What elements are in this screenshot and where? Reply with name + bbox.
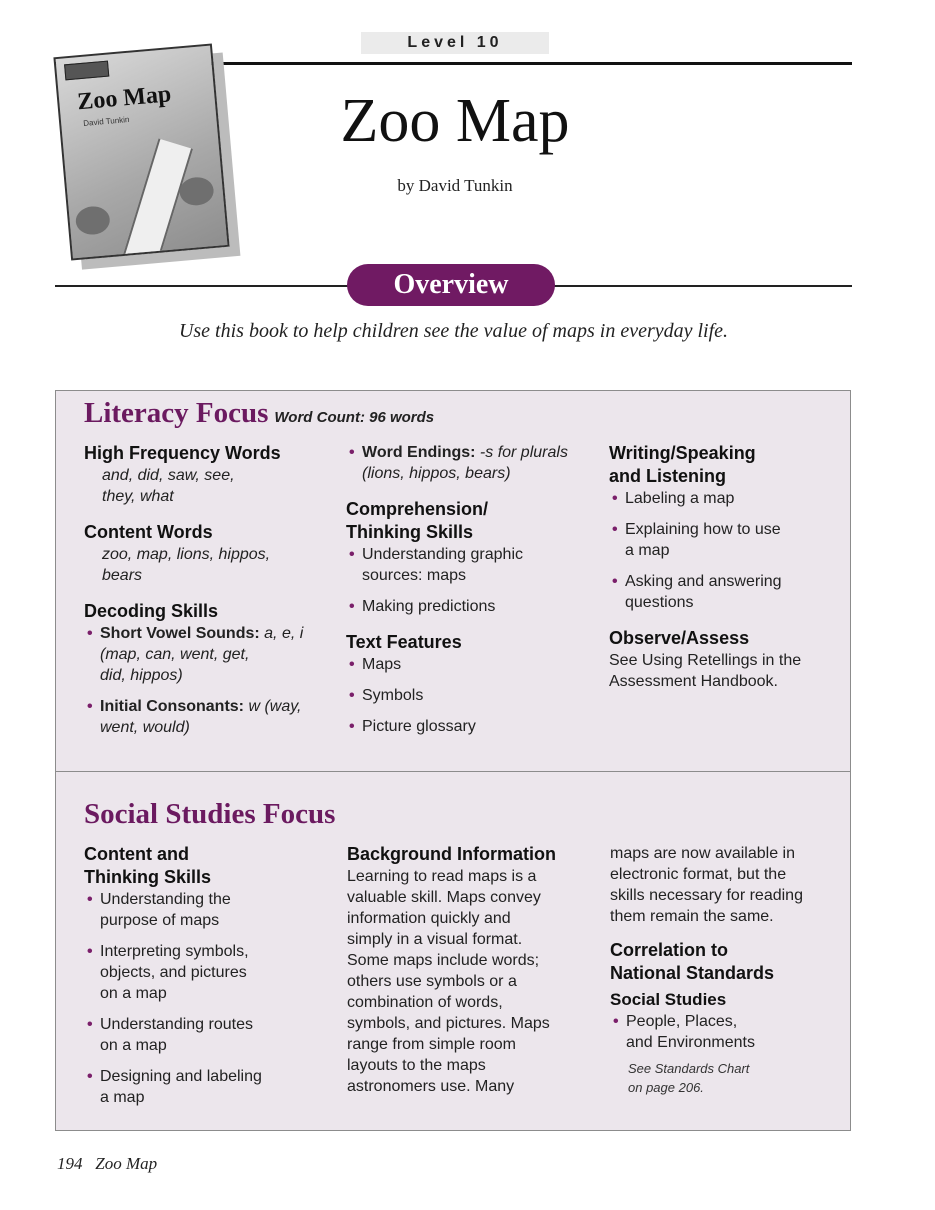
hfw-heading: High Frequency Words [84,443,281,463]
writing-speaking-heading-line: Writing/Speaking [609,443,756,463]
writing-speaking-item-text: Asking and answering [625,573,782,590]
cover-title: Zoo Map [76,81,173,116]
literacy-focus-title: Literacy Focus [84,397,269,429]
thinking-skill-text: on a map [100,1037,167,1054]
decoding-item-text: (map, can, went, get, [100,646,250,663]
page-footer [57,1154,157,1174]
literacy-focus-heading [84,397,434,430]
thinking-skills-heading-line: Thinking Skills [84,867,212,887]
author-byline: by David Tunkin [397,176,513,195]
writing-speaking-item [609,571,854,613]
thinking-skill-item [84,889,329,931]
writing-speaking-item [609,519,854,561]
comprehension-item-text: Making predictions [362,598,496,615]
thinking-skills-heading-line: Content and [84,844,189,864]
background-line: maps are now available in [610,845,795,862]
background-line: symbols, and pictures. Maps [347,1015,550,1032]
thinking-skill-text: on a map [100,985,167,1002]
content-words-line: zoo, map, lions, hippos, [102,546,271,563]
social-studies-panel [55,771,851,1131]
thinking-skills-heading [84,843,329,889]
level-label: Level 10 [361,32,549,54]
thinking-skill-text: Designing and labeling [100,1068,262,1085]
page-title: Zoo Map [340,87,570,155]
publisher-badge [64,61,109,81]
standard-item [610,1011,855,1053]
decoding-item-text: w (way, [244,698,302,715]
decoding-heading: Decoding Skills [84,601,219,621]
observe-assess-heading: Observe/Assess [609,628,750,648]
background-line: Some maps include words; [347,952,540,969]
background-line: valuable skill. Maps convey [347,889,541,906]
decoding-item [84,623,329,686]
thinking-skill-text: Understanding routes [100,1016,253,1033]
background-heading: Background Information [347,844,557,864]
overview-tagline: Use this book to help children see the value of maps in everyday life. [178,320,729,342]
background-line: combination of words, [347,994,503,1011]
social-studies-title: Social Studies Focus [84,798,336,830]
observe-assess-line: See Using Retellings in the [609,652,802,669]
thinking-skill-text: a map [100,1089,145,1106]
social-col-1 [84,843,329,1108]
word-endings-text: -s for plurals [475,444,568,461]
standards-note-line: See Standards Chart [628,1061,750,1076]
writing-speaking-heading-line: and Listening [609,466,726,486]
decoding-item-label: Initial Consonants: [100,698,244,715]
background-line: others use symbols or a [347,973,517,990]
comprehension-item-text: Understanding graphic [362,546,523,563]
standard-item-text: and Environments [626,1034,755,1051]
background-line: layouts to the maps [347,1057,486,1074]
literacy-col-2 [346,442,591,737]
writing-speaking-item-text: Explaining how to use [625,521,781,538]
writing-speaking-item [609,488,854,509]
cover-tree-illustration [75,205,111,236]
literacy-col-1 [84,442,329,738]
overview-rule-right [552,285,852,287]
text-features-heading: Text Features [346,632,462,652]
cover-tree-illustration [178,176,214,207]
decoding-item-text: a, e, i [259,625,304,642]
background-line: information quickly and [347,910,511,927]
text-feature-item: • Picture glossary [346,716,591,737]
overview-rule-left [55,285,350,287]
word-endings-item [346,442,591,484]
content-words-line: bears [102,567,143,584]
social-studies-subheading: Social Studies [610,990,727,1009]
comprehension-heading [346,498,591,544]
thinking-skill-item [84,1066,329,1108]
comprehension-item [346,544,591,586]
literacy-focus-panel [55,390,851,772]
standards-note-line: on page 206. [628,1080,704,1095]
text-feature-item: • Maps [346,654,591,675]
thinking-skill-text: Understanding the [100,891,231,908]
thinking-skill-text: purpose of maps [100,912,220,929]
decoding-item-text: did, hippos) [100,667,183,684]
cover-author: David Tunkin [82,114,130,128]
word-endings-text: (lions, hippos, bears) [362,465,511,482]
background-line: astronomers use. Many [347,1078,515,1095]
content-words-heading: Content Words [84,522,213,542]
background-line: Learning to read maps is a [347,868,537,885]
social-col-3 [610,843,855,1097]
background-line: electronic format, but the [610,866,787,883]
thinking-skill-text: objects, and pictures [100,964,247,981]
correlation-heading-line: National Standards [610,963,775,983]
standard-item-text: People, Places, [626,1013,738,1030]
hfw-line: and, did, saw, see, [102,467,235,484]
correlation-heading [610,939,855,985]
background-line: range from simple room [347,1036,516,1053]
standards-note [610,1059,855,1097]
decoding-item [84,696,329,738]
word-count: Word Count: 96 words [274,409,435,426]
text-feature-item: • Symbols [346,685,591,706]
comprehension-heading-line: Comprehension/ [346,499,489,519]
comprehension-item [346,596,591,617]
hfw-line: they, what [102,488,174,505]
writing-speaking-heading [609,442,854,488]
book-cover [53,43,229,260]
comprehension-item-text: sources: maps [362,567,467,584]
background-line: skills necessary for reading [610,887,803,904]
writing-speaking-item-text: Labeling a map [625,490,735,507]
page-number: 194 [57,1154,83,1173]
word-endings-label: Word Endings: [362,444,476,461]
writing-speaking-item-text: questions [625,594,694,611]
writing-speaking-item-text: a map [625,542,670,559]
literacy-col-3 [609,442,854,692]
footer-title: Zoo Map [95,1154,158,1173]
thinking-skill-text: Interpreting symbols, [100,943,249,960]
decoding-item-label: Short Vowel Sounds: [100,625,260,642]
background-line: them remain the same. [610,908,774,925]
observe-assess-line: Assessment Handbook. [609,673,778,690]
background-line: simply in a visual format. [347,931,523,948]
social-col-2 [347,843,592,1097]
overview-banner: Overview [347,264,555,306]
thinking-skill-item [84,941,329,1004]
decoding-item-text: went, would) [100,719,190,736]
thinking-skill-item [84,1014,329,1056]
correlation-heading-line: Correlation to [610,940,729,960]
comprehension-heading-line: Thinking Skills [346,522,474,542]
